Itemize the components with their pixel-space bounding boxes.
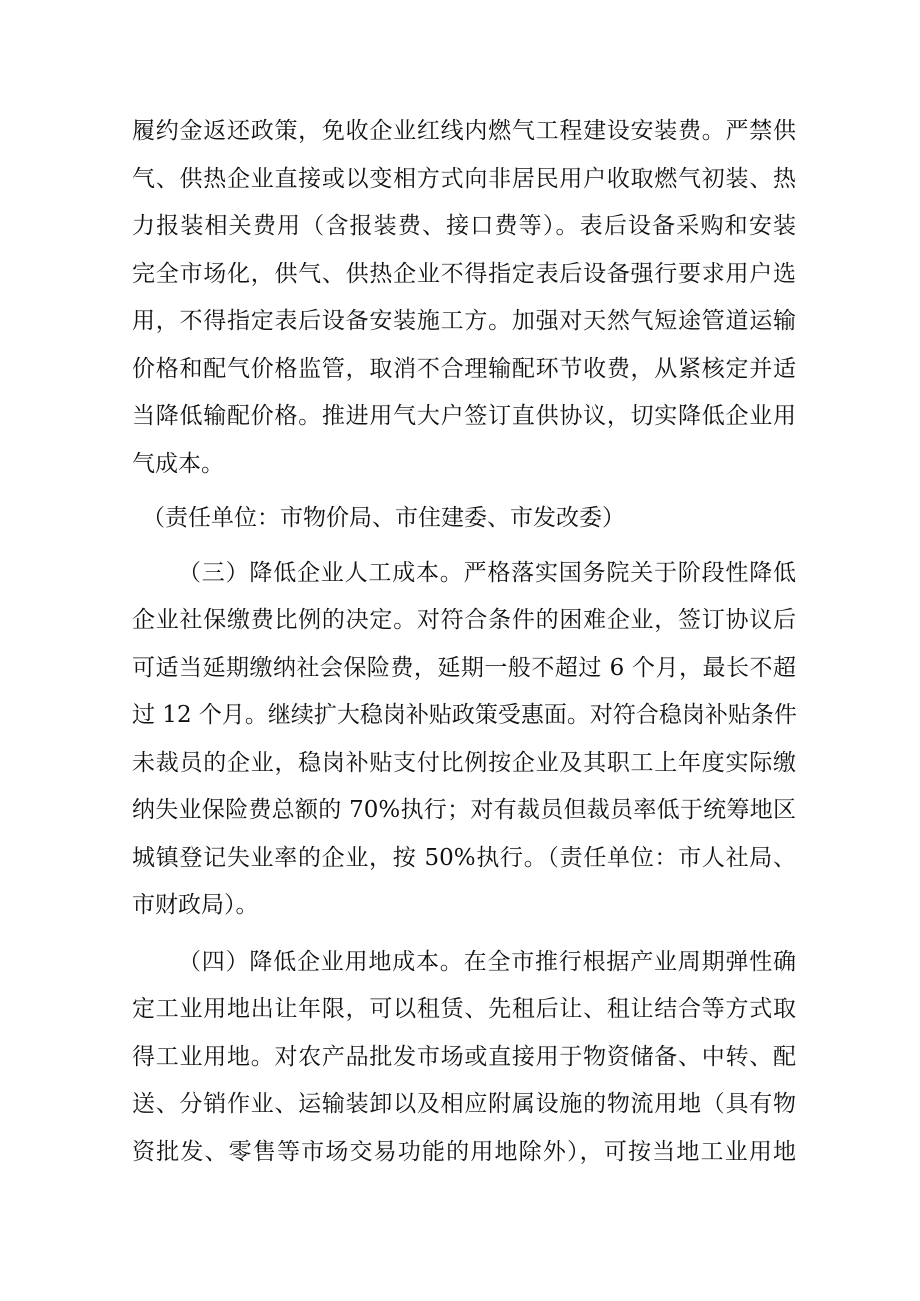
text-line: 企业社保缴费比例的决定。对符合条件的困难企业，签订协议后 xyxy=(132,607,796,633)
text-line: 用，不得指定表后设备安装施工方。加强对天然气短途管道运输 xyxy=(132,308,796,334)
text-line: 气、供热企业直接或以变相方式向非居民用户收取燃气初装、热 xyxy=(132,165,796,192)
text-line: （四）降低企业用地成本。在全市推行根据产业周期弹性确 xyxy=(178,948,796,975)
text-line: 未裁员的企业，稳岗补贴支付比例按企业及其职工上年度实际缴 xyxy=(132,749,796,776)
text-line: 价格和配气价格监管，取消不合理输配环节收费，从紧核定并适 xyxy=(132,355,796,382)
text-line: 纳失业保险费总额的 70%执行；对有裁员但裁员率低于统筹地区 xyxy=(132,797,796,823)
document-body xyxy=(132,108,796,1176)
text-line: 履约金返还政策，免收企业红线内燃气工程建设安装费。严禁供 xyxy=(132,118,796,144)
text-line: 定工业用地出让年限，可以租赁、先租后让、租让结合等方式取 xyxy=(132,996,796,1022)
paragraph-labor-costs xyxy=(132,550,796,930)
text-line: （责任单位：市物价局、市住建委、市发改委） xyxy=(142,505,625,531)
text-line: 可适当延期缴纳社会保险费，延期一般不超过 6 个月，最长不超 xyxy=(132,654,796,681)
text-line: 完全市场化，供气、供热企业不得指定表后设备强行要求用户选 xyxy=(132,260,796,287)
text-line: 资批发、零售等市场交易功能的用地除外），可按当地工业用地 xyxy=(132,1138,796,1165)
text-line: 送、分销作业、运输装卸以及相应附属设施的物流用地（具有物 xyxy=(132,1091,796,1117)
paragraph-land-costs xyxy=(132,939,796,1177)
text-line: 当降低输配价格。推进用气大户签订直供协议，切实降低企业用 xyxy=(132,403,796,429)
text-line: 气成本。 xyxy=(132,450,224,477)
text-line: 力报装相关费用（含报装费、接口费等）。表后设备采购和安装 xyxy=(132,213,796,239)
paragraph-responsible-units xyxy=(132,495,796,543)
text-line: 城镇登记失业率的企业，按 50%执行。（责任单位：市人社局、 xyxy=(132,844,796,871)
text-line: 过 12 个月。继续扩大稳岗补贴政策受惠面。对符合稳岗补贴条件 xyxy=(132,702,797,728)
paragraph-gas-fees xyxy=(132,108,796,488)
text-line: 得工业用地。对农产品批发市场或直接用于物资储备、中转、配 xyxy=(132,1043,796,1070)
text-line: （三）降低企业人工成本。严格落实国务院关于阶段性降低 xyxy=(178,559,796,586)
text-line: 市财政局）。 xyxy=(132,892,259,918)
